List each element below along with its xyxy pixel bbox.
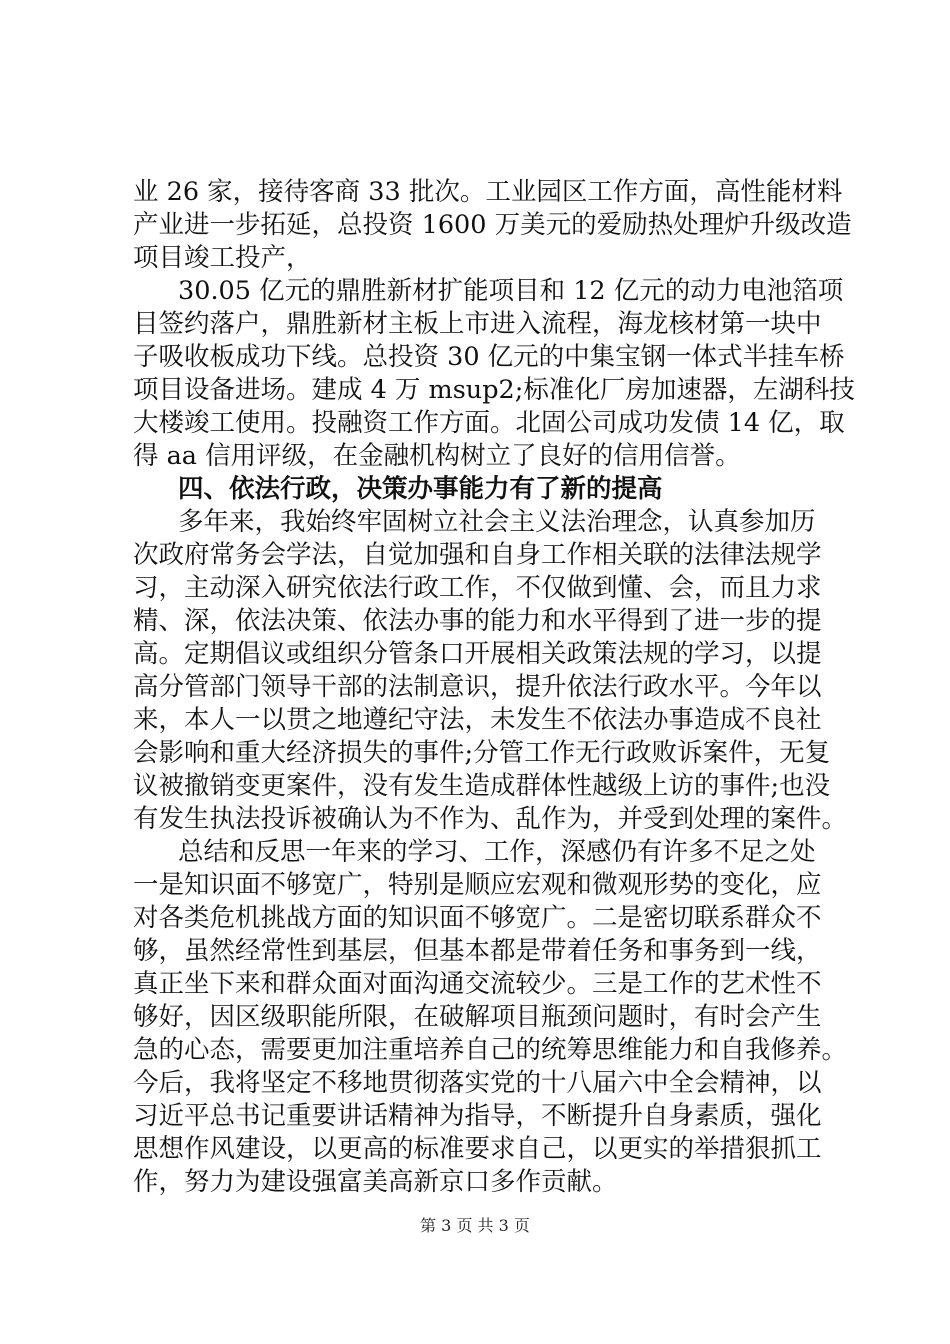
- text-line-11: 多年来，我始终牢固树立社会主义法治理念，认真参加历: [178, 507, 816, 537]
- text-line-30: 思想作风建设，以更高的标准要求自己，以更实的举措狠抓工: [133, 1134, 822, 1164]
- text-line-13: 习，主动深入研究依法行政工作，不仅做到懂、会，而且力求: [133, 573, 822, 603]
- text-line-21: 总结和反思一年来的学习、工作，深感仍有许多不足之处: [178, 837, 816, 867]
- text-line-6: 子吸收板成功下线。总投资 30 亿元的中集宝钢一体式半挂车桥: [133, 342, 845, 372]
- text-line-5: 目签约落户，鼎胜新材主板上市进入流程，海龙核材第一块中: [133, 309, 822, 339]
- text-line-2: 产业进一步拓延，总投资 1600 万美元的爱励热处理炉升级改造: [133, 210, 852, 240]
- text-line-28: 今后，我将坚定不移地贯彻落实党的十八届六中全会精神，以: [133, 1068, 822, 1098]
- text-line-12: 次政府常务会学法，自觉加强和自身工作相关联的法律法规学: [133, 540, 822, 570]
- text-line-29: 习近平总书记重要讲话精神为指导，不断提升自身素质，强化: [133, 1101, 822, 1131]
- text-line-26: 够好，因区级职能所限，在破解项目瓶颈问题时，有时会产生: [133, 1002, 822, 1032]
- text-line-23: 对各类危机挑战方面的知识面不够宽广。二是密切联系群众不: [133, 903, 822, 933]
- section-heading: 四、依法行政，决策办事能力有了新的提高: [178, 474, 663, 504]
- text-line-1: 业 26 家，接待客商 33 批次。工业园区工作方面，高性能材料: [133, 177, 843, 207]
- page-number-footer: 第 3 页 共 3 页: [420, 1216, 530, 1235]
- text-line-24: 够，虽然经常性到基层，但基本都是带着任务和事务到一线，: [133, 936, 822, 966]
- text-line-20: 有发生执法投诉被确认为不作为、乱作为，并受到处理的案件。: [133, 804, 848, 834]
- text-line-17: 来，本人一以贯之地遵纪守法，未发生不依法办事造成不良社: [133, 705, 822, 735]
- text-line-18: 会影响和重大经济损失的事件;分管工作无行政败诉案件，无复: [133, 738, 831, 768]
- text-line-4: 30.05 亿元的鼎胜新材扩能项目和 12 亿元的动力电池箔项: [178, 276, 844, 306]
- text-line-14: 精、深，依法决策、依法办事的能力和水平得到了进一步的提: [133, 606, 822, 636]
- text-line-19: 议被撤销变更案件，没有发生造成群体性越级上访的事件;也没: [133, 771, 831, 801]
- text-line-31: 作，努力为建设强富美高新京口多作贡献。: [133, 1167, 618, 1197]
- text-line-7: 项目设备进场。建成 4 万 msup2;标准化厂房加速器，左湖科技: [133, 375, 855, 405]
- text-line-15: 高。定期倡议或组织分管条口开展相关政策法规的学习，以提: [133, 639, 822, 669]
- text-line-22: 一是知识面不够宽广，特别是顺应宏观和微观形势的变化，应: [133, 870, 822, 900]
- text-line-9: 得 aa 信用评级，在金融机构树立了良好的信用信誉。: [133, 441, 741, 471]
- text-line-3: 项目竣工投产，: [133, 243, 312, 273]
- text-line-27: 急的心态，需要更加注重培养自己的统筹思维能力和自我修养。: [133, 1035, 848, 1065]
- text-line-8: 大楼竣工使用。投融资工作方面。北固公司成功发债 14 亿，取: [133, 408, 845, 438]
- text-line-25: 真正坐下来和群众面对面沟通交流较少。三是工作的艺术性不: [133, 969, 822, 999]
- text-line-16: 高分管部门领导干部的法制意识，提升依法行政水平。今年以: [133, 672, 822, 702]
